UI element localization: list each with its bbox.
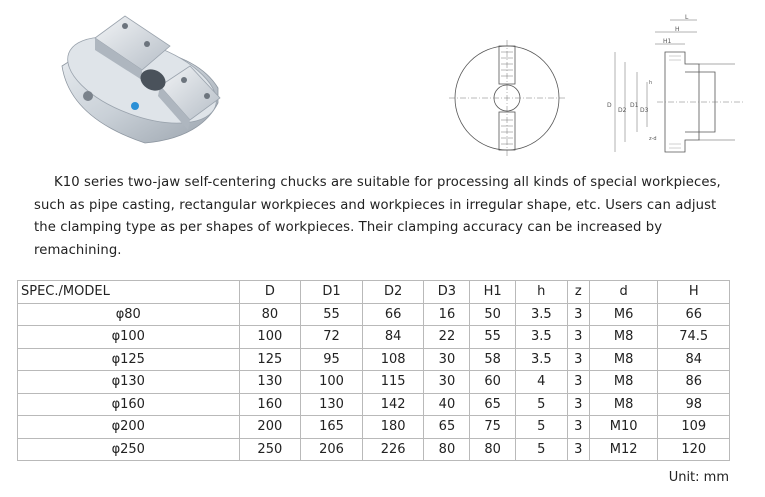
column-header: z [567, 281, 589, 304]
column-header: D3 [424, 281, 470, 304]
table-cell: 120 [658, 438, 730, 461]
column-header: D [239, 281, 301, 304]
table-header-row [18, 281, 730, 304]
chuck-photo [50, 8, 225, 158]
table-cell: 5 [515, 416, 567, 439]
section-view-drawing [585, 12, 750, 167]
label-h: h [649, 80, 653, 86]
table-cell: 109 [658, 416, 730, 439]
description-text: K10 series two-jaw self-centering chucks are suitable for processing all kinds of special workpieces, such as pipe casting, rectangular workpieces and workpieces in irregular shape, etc. Users can adjust the clamping type as per shapes of workpieces. Their clamping accuracy can be increased by remachining. [34, 175, 721, 258]
table-cell: 100 [239, 326, 301, 349]
table-cell: 3.5 [515, 348, 567, 371]
table-cell: 80 [470, 438, 515, 461]
table-cell: 40 [424, 393, 470, 416]
table-row [18, 303, 730, 326]
front-view-drawing [445, 40, 575, 160]
column-header: H [658, 281, 730, 304]
table-cell: 98 [658, 393, 730, 416]
table-row [18, 438, 730, 461]
table-cell: 65 [470, 393, 515, 416]
column-header: D2 [362, 281, 424, 304]
table-cell: 60 [470, 371, 515, 394]
table-row [18, 393, 730, 416]
table-cell: 250 [239, 438, 301, 461]
table-cell: 3 [567, 416, 589, 439]
table-cell: 165 [301, 416, 363, 439]
label-L: L [685, 14, 689, 21]
table-cell: 5 [515, 438, 567, 461]
table-cell: 3 [567, 438, 589, 461]
table-cell: 84 [658, 348, 730, 371]
label-D1: D1 [630, 102, 639, 109]
table-cell: 4 [515, 371, 567, 394]
table-cell: M12 [589, 438, 658, 461]
spec-table [17, 280, 730, 461]
label-D3: D3 [640, 107, 649, 114]
table-cell: M8 [589, 371, 658, 394]
label-D2: D2 [618, 107, 627, 114]
table-cell: 125 [239, 348, 301, 371]
table-cell: 55 [301, 303, 363, 326]
table-cell: 30 [424, 371, 470, 394]
unit-note: Unit: mm [668, 470, 729, 485]
table-cell: 58 [470, 348, 515, 371]
product-figures [0, 0, 765, 170]
label-H: H [675, 26, 680, 33]
table-row [18, 416, 730, 439]
column-header: h [515, 281, 567, 304]
table-cell: 5 [515, 393, 567, 416]
table-cell: 72 [301, 326, 363, 349]
label-H1: H1 [663, 38, 672, 45]
table-cell: 3.5 [515, 326, 567, 349]
model-cell: φ80 [18, 303, 240, 326]
column-header: SPEC./MODEL [18, 281, 240, 304]
label-z-d: z-d [649, 136, 657, 142]
table-row [18, 326, 730, 349]
model-cell: φ250 [18, 438, 240, 461]
table-cell: 75 [470, 416, 515, 439]
model-cell: φ100 [18, 326, 240, 349]
label-D: D [607, 102, 612, 109]
table-cell: 160 [239, 393, 301, 416]
table-cell: M8 [589, 393, 658, 416]
table-cell: 3 [567, 303, 589, 326]
table-body [18, 303, 730, 461]
table-cell: M10 [589, 416, 658, 439]
column-header: d [589, 281, 658, 304]
column-header: H1 [470, 281, 515, 304]
table-cell: 115 [362, 371, 424, 394]
table-cell: 3 [567, 348, 589, 371]
table-cell: 86 [658, 371, 730, 394]
column-header: D1 [301, 281, 363, 304]
table-cell: 66 [658, 303, 730, 326]
table-cell: 142 [362, 393, 424, 416]
table-cell: M8 [589, 348, 658, 371]
table-cell: 95 [301, 348, 363, 371]
table-row [18, 371, 730, 394]
table-cell: 84 [362, 326, 424, 349]
table-cell: 80 [424, 438, 470, 461]
table-cell: 74.5 [658, 326, 730, 349]
table-cell: 100 [301, 371, 363, 394]
table-cell: 226 [362, 438, 424, 461]
table-cell: 50 [470, 303, 515, 326]
product-description [34, 172, 724, 262]
model-cell: φ160 [18, 393, 240, 416]
table-cell: 3 [567, 326, 589, 349]
table-cell: 66 [362, 303, 424, 326]
table-cell: 80 [239, 303, 301, 326]
table-cell: 130 [239, 371, 301, 394]
table-cell: M8 [589, 326, 658, 349]
table-cell: M6 [589, 303, 658, 326]
table-cell: 65 [424, 416, 470, 439]
table-row [18, 348, 730, 371]
model-cell: φ125 [18, 348, 240, 371]
table-cell: 3 [567, 371, 589, 394]
table-cell: 130 [301, 393, 363, 416]
table-cell: 55 [470, 326, 515, 349]
table-cell: 3 [567, 393, 589, 416]
table-cell: 206 [301, 438, 363, 461]
table-cell: 180 [362, 416, 424, 439]
model-cell: φ130 [18, 371, 240, 394]
model-cell: φ200 [18, 416, 240, 439]
table-cell: 3.5 [515, 303, 567, 326]
table-cell: 200 [239, 416, 301, 439]
table-cell: 22 [424, 326, 470, 349]
table-cell: 108 [362, 348, 424, 371]
table-cell: 16 [424, 303, 470, 326]
table-cell: 30 [424, 348, 470, 371]
